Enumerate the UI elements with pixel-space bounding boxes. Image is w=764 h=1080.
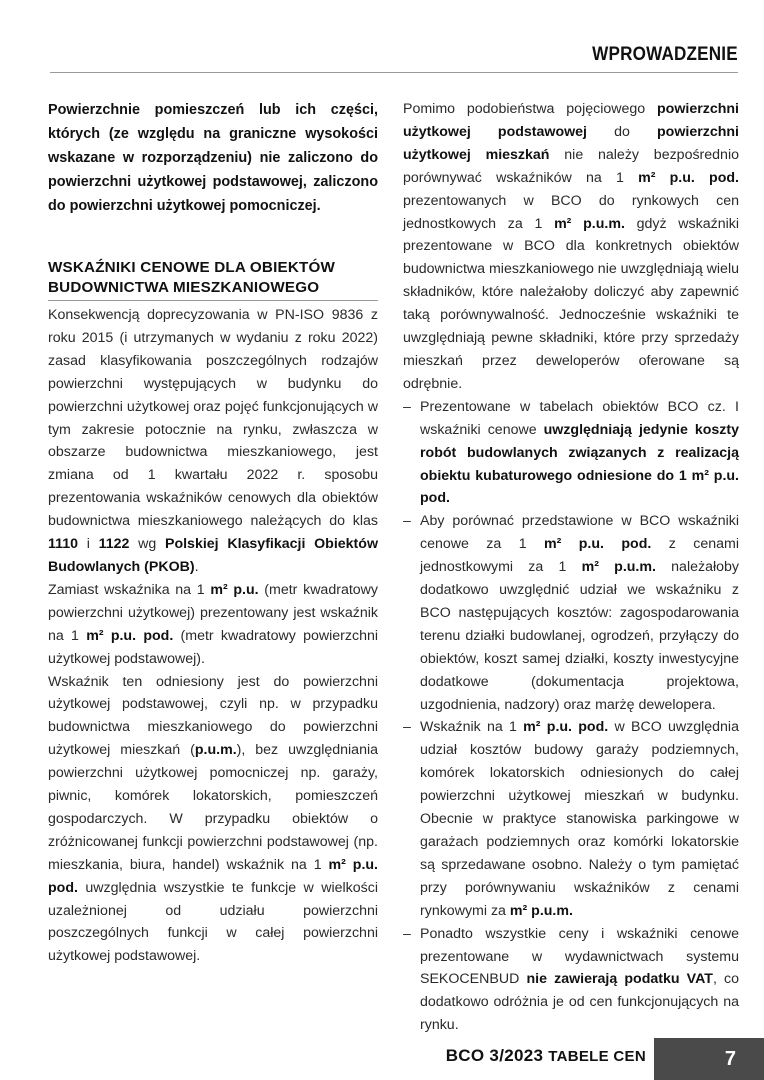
running-header xyxy=(50,44,738,73)
list-item: – Aby porównać przedstawione w BCO wskaźniki cenowe za 1 m² p.u. pod. z cenami jednostkowymi za 1 m² p.u.m. należałoby dodatkowo uwzględnić udział we wskaźniku z BCO następujących kosztów: zagospodarowania terenu działki budowlanej, ogrodzeń, przyłączy do obiektów, koszt samej działki, koszty inwestycyjne dodatkowe (dokumentacja projektowa, uzgodnienia, nadzory) oraz marżę dewelopera. xyxy=(403,513,739,713)
section-title: WPROWADZENIE xyxy=(592,44,738,65)
page-number: 7 xyxy=(724,1047,736,1070)
heading-line-1: WSKAŹNIKI CENOWE DLA OBIEKTÓW xyxy=(48,259,336,276)
list-item: – Prezentowane w tabelach obiektów BCO cz. I wskaźniki cenowe uwzględniają jedynie koszty robót budowlanych związanych z realizacją obiektu kubaturowego odniesione do 1 m² p.u. pod. xyxy=(403,398,739,507)
bullet-list xyxy=(403,396,739,1037)
page-number-box xyxy=(654,1038,764,1080)
paragraph-3: Wskaźnik ten odniesiony jest do powierzchni użytkowej podstawowej, czyli np. w przypadku budownictwa mieszkaniowego do powierzchni użytkowej mieszkań (p.u.m.), bez uwzględniania powierzchni użytkowej pomocniczej np. garaży, piwnic, komórek lokatorskich, pomieszczeń gospodarczych. W przypadku obiektów o zróżnicowanej funkcji powierzchni podstawowej (np. mieszkania, biura, handel) wskaźnik na 1 m² p.u. pod. uwzględnia wszystkie te funkcje w wielkości uzależnionej od udziału powierzchni poszczególnych funkcji w całej powierzchni użytkowej podstawowej. xyxy=(48,673,379,965)
left-column xyxy=(48,98,378,968)
section-heading xyxy=(48,258,378,301)
publication-title: BCO 3/2023 xyxy=(445,1046,544,1065)
footer-publication xyxy=(446,1046,646,1066)
lead-paragraph: Powierzchnie pomieszczeń lub ich części, których (ze względu na graniczne wysokości wskazane w rozporządzeniu) nie zaliczono do powierzchni użytkowej podstawowej, zaliczono do powierzchni użytkowej pomocniczej. xyxy=(48,102,378,214)
paragraph-2: Zamiast wskaźnika na 1 m² p.u. (metr kwadratowy powierzchni użytkowej) prezentowany jest wskaźnik na 1 m² p.u. pod. (metr kwadratowy powierzchni użytkowej podstawowej). xyxy=(48,581,379,667)
right-column xyxy=(403,98,739,1037)
list-item: – Wskaźnik na 1 m² p.u. pod. w BCO uwzględnia udział kosztów budowy garaży podziemnych, komórek lokatorskich odniesionych do całej powierzchni użytkowej mieszkań w budynku. Obecnie w praktyce stanowiska parkingowe w garażach podziemnych oraz komórki lokatorskie są sprzedawane osobno. Należy o tym pamiętać przy porównywaniu wskaźników z cenami rynkowymi za m² p.u.m. xyxy=(403,719,739,919)
heading-line-2: BUDOWNICTWA MIESZKANIOWEGO xyxy=(48,279,320,296)
intro-paragraph: Pomimo podobieństwa pojęciowego powierzchni użytkowej podstawowej do powierzchni użytkowej mieszkań nie należy bezpośrednio porównywać wskaźników na 1 m² p.u. pod. prezentowanych w BCO do rynkowych cen jednostkowych za 1 m² p.u.m. gdyż wskaźniki prezentowane w BCO dla konkretnych obiektów budownictwa mieszkaniowego nie uwzględniają wielu składników, które należałoby doliczyć aby zapewnić taką porównywalność. Jednocześnie wskaźniki te uwzględniają pewne składniki, które przy sprzedaży mieszkań przez deweloperów oferowane są odrębnie. xyxy=(403,101,739,392)
list-item: – Ponadto wszystkie ceny i wskaźniki cenowe prezentowane w wydawnictwach systemu SEKOCENBUD nie zawierają podatku VAT, co dodatkowo odróżnia je od cen funkcjonujących na rynku. xyxy=(403,925,740,1034)
paragraph-1: Konsekwencją doprecyzowania w PN-ISO 9836 z roku 2015 (i utrzymanych w wydaniu z roku 2022) zasad klasyfikowania poszczególnych rodzajów powierzchni występujących w budynku do powierzchni użytkowej oraz pojęć funkcjonujących w tym zakresie potocznie na rynku, zwłaszcza w obszarze budownictwa mieszkaniowego, jest zmiana od 1 kwartału 2022 r. sposobu prezentowania wskaźników cenowych dla obiektów budownictwa mieszkaniowego należących do klas 1110 i 1122 wg Polskiej Klasyfikacji Obiektów Budowlanych (PKOB). xyxy=(48,307,378,575)
publication-subtitle: TABELE CEN xyxy=(548,1048,646,1065)
